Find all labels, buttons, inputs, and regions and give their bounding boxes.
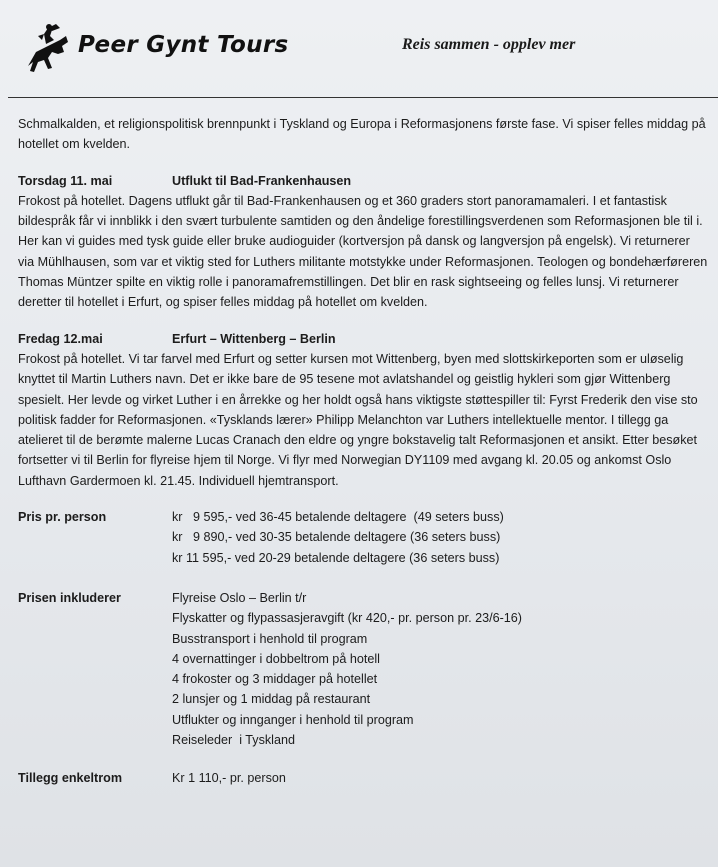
- header-divider: [8, 97, 718, 98]
- includes-item: Flyskatter og flypassasjeravgift (kr 420,- pr. person pr. 23/6-16): [172, 611, 522, 626]
- day-date: Torsdag 11. mai: [18, 173, 113, 188]
- includes-list: [172, 588, 708, 750]
- price-line: kr 11 595,- ved 20-29 betalende deltagere (36 seters buss): [172, 550, 500, 565]
- day-title: Utflukt til Bad-Frankenhausen: [172, 173, 352, 188]
- itinerary-content: [18, 114, 708, 789]
- slogan: Reis sammen - opplev mer: [402, 36, 576, 53]
- single-room-price: Kr 1 110,- pr. person: [172, 771, 286, 786]
- price-section: [18, 507, 708, 568]
- brand-name: Peer Gynt Tours: [78, 32, 289, 58]
- includes-item: Flyreise Oslo – Berlin t/r: [172, 590, 307, 605]
- letterhead: [0, 0, 718, 100]
- day-heading: [18, 329, 708, 349]
- single-room-label: Tillegg enkeltrom: [18, 771, 123, 786]
- price-lines: [172, 507, 708, 568]
- peer-gynt-rider-logo-icon: [22, 22, 74, 76]
- price-label: Pris pr. person: [18, 510, 107, 525]
- day-title: Erfurt – Wittenberg – Berlin: [172, 331, 336, 346]
- single-room-section: [18, 768, 708, 788]
- includes-section: [18, 588, 708, 750]
- includes-item: 4 frokoster og 3 middager på hotellet: [172, 672, 378, 687]
- day-description: Frokost på hotellet. Dagens utflukt går til Bad-Frankenhausen og et 360 graders stort panoramamaleri. I et fantastisk bildespråk får vi innblikk i den svært turbulente samtiden og den åndelige forestillingsverdenen som Reformasjonen ble til i. Her kan vi guides med tysk guide eller bruke audioguider (kortversjon på dansk og langversjon på engelsk). Vi returnerer via Mühlhausen, som var et viktig sted for Luthers militante motstykke under Reformasjonen. Teologen og bondehærføreren Thomas Müntzer spilte en viktig rolle i panoramafremstillingen. Det blir en rask sightseeing og felles lunsj. Vi returnerer deretter til hotellet i Erfurt, og spiser felles middag på hotellet om kvelden.: [18, 193, 708, 310]
- includes-item: 2 lunsjer og 1 middag på restaurant: [172, 692, 371, 707]
- price-line: kr 9 890,- ved 30-35 betalende deltagere (36 seters buss): [172, 530, 501, 545]
- includes-item: 4 overnattinger i dobbeltrom på hotell: [172, 651, 380, 666]
- price-line: kr 9 595,- ved 36-45 betalende deltagere (49 seters buss): [172, 510, 504, 525]
- day-section: [18, 171, 708, 313]
- includes-item: Busstransport i henhold til program: [172, 631, 368, 646]
- includes-item: Reiseleder i Tyskland: [172, 733, 295, 748]
- day-heading: [18, 171, 708, 191]
- day-description: Frokost på hotellet. Vi tar farvel med Erfurt og setter kursen mot Wittenberg, byen med slottskirkeporten som er uløselig knyttet til Martin Luthers navn. Det er ikke bare de 95 tesene mot avlatshandel og geistlig hykleri som gjør Wittenberg spesielt. Her levde og virket Luther i en årrekke og her holdt også hans viktigste støttespiller til: Fyrst Frederik den vise sto politisk fadder for Reformasjonen. «Tysklands lærer» Philipp Melanchton var Luthers intellektuelle mentor. I tillegg ga atelieret til de berømte malerne Lucas Cranach den eldre og yngre bokstavelig talt Reformasjonen et ansikt. Etter besøket fortsetter vi til Berlin for flyreise hjem til Norge. Vi flyr med Norwegian DY1109 med avgang kl. 20.05 og ankomst Oslo Lufthavn Gardermoen kl. 21.45. Individuell hjemtransport.: [18, 351, 698, 488]
- day-date: Fredag 12.mai: [18, 331, 103, 346]
- includes-item: Utflukter og innganger i henhold til program: [172, 712, 414, 727]
- includes-label: Prisen inkluderer: [18, 590, 121, 605]
- intro-paragraph: Schmalkalden, et religionspolitisk brennpunkt i Tyskland og Europa i Reformasjonens første fase. Vi spiser felles middag på hotellet om kvelden.: [18, 117, 706, 152]
- day-section: [18, 329, 708, 491]
